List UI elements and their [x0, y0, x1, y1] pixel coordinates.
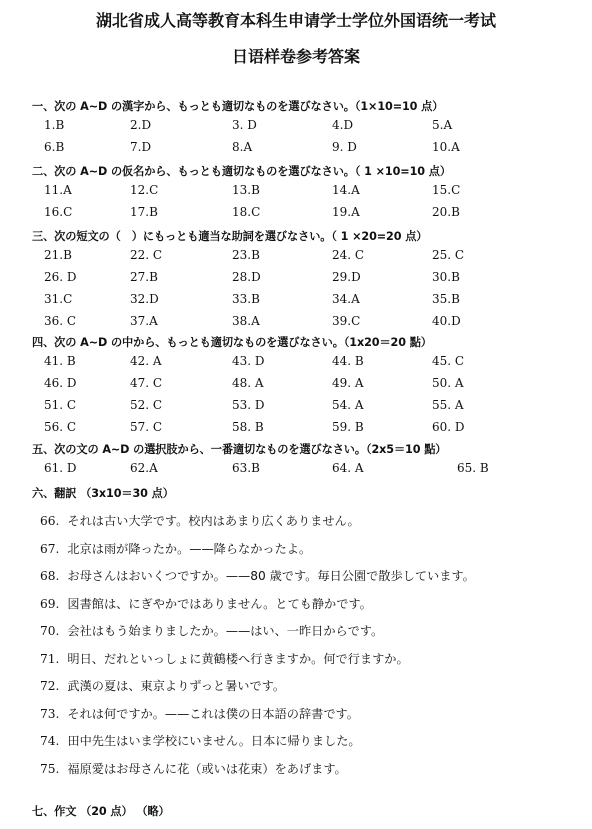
- answer-item: 26. D: [44, 270, 77, 284]
- answer-item: 19.A: [332, 205, 360, 219]
- answer-item: 20.B: [432, 205, 460, 219]
- answer-item: 58. B: [232, 420, 264, 434]
- answer-item: 25. C: [432, 248, 465, 262]
- answer-row: [0, 118, 592, 134]
- answer-item: 3. D: [232, 118, 257, 132]
- answer-row: [0, 205, 592, 221]
- answer-item: 15.C: [432, 183, 461, 197]
- translation-heading: 六、翻訳 （3x10＝30 点）: [32, 487, 174, 500]
- answer-item: 2.D: [130, 118, 152, 132]
- answer-item: 47. C: [130, 376, 163, 390]
- translation-item-number: 66.: [40, 514, 60, 528]
- translation-item: [40, 705, 359, 722]
- section-heading: 五、次の文の A~D の選択肢から、一番適切なものを選びなさい。（2x5＝10 點）: [32, 443, 447, 456]
- answer-row: [0, 420, 592, 436]
- translation-item-text: 武漢の夏は、東京よりずっと暑いです。: [67, 679, 286, 693]
- answer-item: 45. C: [432, 354, 465, 368]
- answer-item: 34.A: [332, 292, 360, 306]
- translation-item: [40, 677, 285, 694]
- answer-item: 50. A: [432, 376, 464, 390]
- answer-item: 6.B: [44, 140, 65, 154]
- answer-item: 64. A: [332, 461, 364, 475]
- answer-item: 62.A: [130, 461, 158, 475]
- answer-item: 53. D: [232, 398, 265, 412]
- answer-item: 35.B: [432, 292, 460, 306]
- answer-item: 22. C: [130, 248, 163, 262]
- translation-item-text: それは古い大学です。校内はあまり広くありません。: [67, 514, 360, 528]
- answer-item: 41. B: [44, 354, 76, 368]
- answer-row: [0, 183, 592, 199]
- answer-row: [0, 354, 592, 370]
- answer-item: 56. C: [44, 420, 77, 434]
- translation-item-number: 67.: [40, 541, 60, 556]
- section-heading: 一、次の A~D の漢字から、もっとも適切なものを選びなさい。（1×10=10 点）: [32, 100, 444, 113]
- answer-row: [0, 292, 592, 308]
- translation-item: [40, 567, 475, 584]
- answer-item: 28.D: [232, 270, 261, 284]
- answer-item: 37.A: [130, 314, 158, 328]
- translation-item: [40, 650, 409, 667]
- composition-heading: 七、作文 （20 点） （略）: [32, 805, 170, 818]
- answer-item: 57. C: [130, 420, 163, 434]
- answer-item: 44. B: [332, 354, 364, 368]
- answer-item: 16.C: [44, 205, 73, 219]
- answer-row: [0, 376, 592, 392]
- answer-item: 13.B: [232, 183, 260, 197]
- answer-item: 21.B: [44, 248, 72, 262]
- translation-item-text: お母さんはおいくつですか。——80 歳です。毎日公園で散歩しています。: [67, 569, 475, 583]
- document-title: 湖北省成人高等教育本科生申请学士学位外国语统一考试: [95, 11, 496, 30]
- answer-item: 30.B: [432, 270, 460, 284]
- answer-item: 23.B: [232, 248, 260, 262]
- answer-item: 48. A: [232, 376, 264, 390]
- answer-item: 32.D: [130, 292, 159, 306]
- answer-item: 12.C: [130, 183, 159, 197]
- translation-item-number: 68.: [40, 569, 60, 583]
- document-subtitle: 日语样卷参考答案: [231, 47, 360, 66]
- answer-item: 42. A: [130, 354, 162, 368]
- translation-item-number: 73.: [40, 706, 60, 721]
- answer-item: 29.D: [332, 270, 361, 284]
- answer-item: 17.B: [130, 205, 158, 219]
- translation-item-number: 70.: [40, 624, 60, 638]
- answer-item: 24. C: [332, 248, 365, 262]
- answer-row: [0, 248, 592, 264]
- answer-item: 11.A: [44, 183, 72, 197]
- answer-item: 59. B: [332, 420, 364, 434]
- translation-item: [40, 512, 360, 529]
- answer-item: 39.C: [332, 314, 361, 328]
- answer-item: 14.A: [332, 183, 360, 197]
- translation-item-number: 71.: [40, 651, 60, 666]
- answer-row: [0, 398, 592, 414]
- answer-item: 18.C: [232, 205, 261, 219]
- answer-item: 52. C: [130, 398, 163, 412]
- answer-item: 61. D: [44, 461, 77, 475]
- translation-item-number: 75.: [40, 761, 60, 776]
- answer-item: 5.A: [432, 118, 453, 132]
- answer-item: 10.A: [432, 140, 460, 154]
- answer-item: 1.B: [44, 118, 65, 132]
- translation-item: [40, 595, 372, 612]
- answer-item: 65. B: [457, 461, 489, 475]
- answer-item: 4.D: [332, 118, 354, 132]
- translation-item-number: 74.: [40, 734, 60, 748]
- answer-item: 60. D: [432, 420, 465, 434]
- translation-item-text: 福原愛はお母さんに花（或いは花束）をあげます。: [67, 761, 347, 776]
- translation-item-text: 田中先生はいま学校にいません。日本に帰りました。: [67, 734, 361, 748]
- translation-item-number: 69.: [40, 596, 60, 611]
- answer-item: 40.D: [432, 314, 461, 328]
- answer-item: 33.B: [232, 292, 260, 306]
- translation-item-text: 会社はもう始まりましたか。——はい、一昨日からです。: [67, 624, 384, 638]
- answer-item: 36. C: [44, 314, 77, 328]
- answer-item: 8.A: [232, 140, 253, 154]
- answer-item: 7.D: [130, 140, 152, 154]
- translation-item-text: 明日、だれといっしょに黄鶴楼へ行きますか。何で行ますか。: [67, 651, 409, 666]
- answer-item: 43. D: [232, 354, 265, 368]
- section-heading: 二、次の A~D の仮名から、もっとも適切なものを選びなさい。（ 1 ×10=10 点）: [32, 165, 451, 178]
- answer-item: 46. D: [44, 376, 77, 390]
- answer-item: 49. A: [332, 376, 364, 390]
- answer-item: 38.A: [232, 314, 260, 328]
- translation-item: [40, 732, 361, 749]
- answer-row: [0, 140, 592, 156]
- section-heading: 四、次の A~D の中から、もっとも適切なものを選びなさい。（1x20＝20 點）: [32, 336, 432, 349]
- section-heading: 三、次の短文の（ ）にもっとも適当な助詞を選びなさい。（ 1 ×20=20 点）: [32, 230, 428, 243]
- answer-item: 27.B: [130, 270, 158, 284]
- answer-item: 55. A: [432, 398, 464, 412]
- answer-row: [0, 461, 592, 477]
- translation-item-number: 72.: [40, 679, 60, 693]
- answer-row: [0, 270, 592, 286]
- answer-item: 54. A: [332, 398, 364, 412]
- answer-item: 9. D: [332, 140, 357, 154]
- answer-item: 63.B: [232, 461, 260, 475]
- answer-row: [0, 314, 592, 330]
- translation-item-text: 図書館は、にぎやかではありません。とても静かです。: [67, 596, 372, 611]
- answer-item: 51. C: [44, 398, 77, 412]
- translation-item-text: 北京は雨が降ったか。——降らなかったよ。: [67, 541, 312, 556]
- translation-item: [40, 760, 347, 777]
- translation-item: [40, 540, 311, 557]
- answer-item: 31.C: [44, 292, 73, 306]
- translation-item-text: それは何ですか。——これは僕の日本語の辞書です。: [67, 706, 359, 721]
- translation-item: [40, 622, 383, 639]
